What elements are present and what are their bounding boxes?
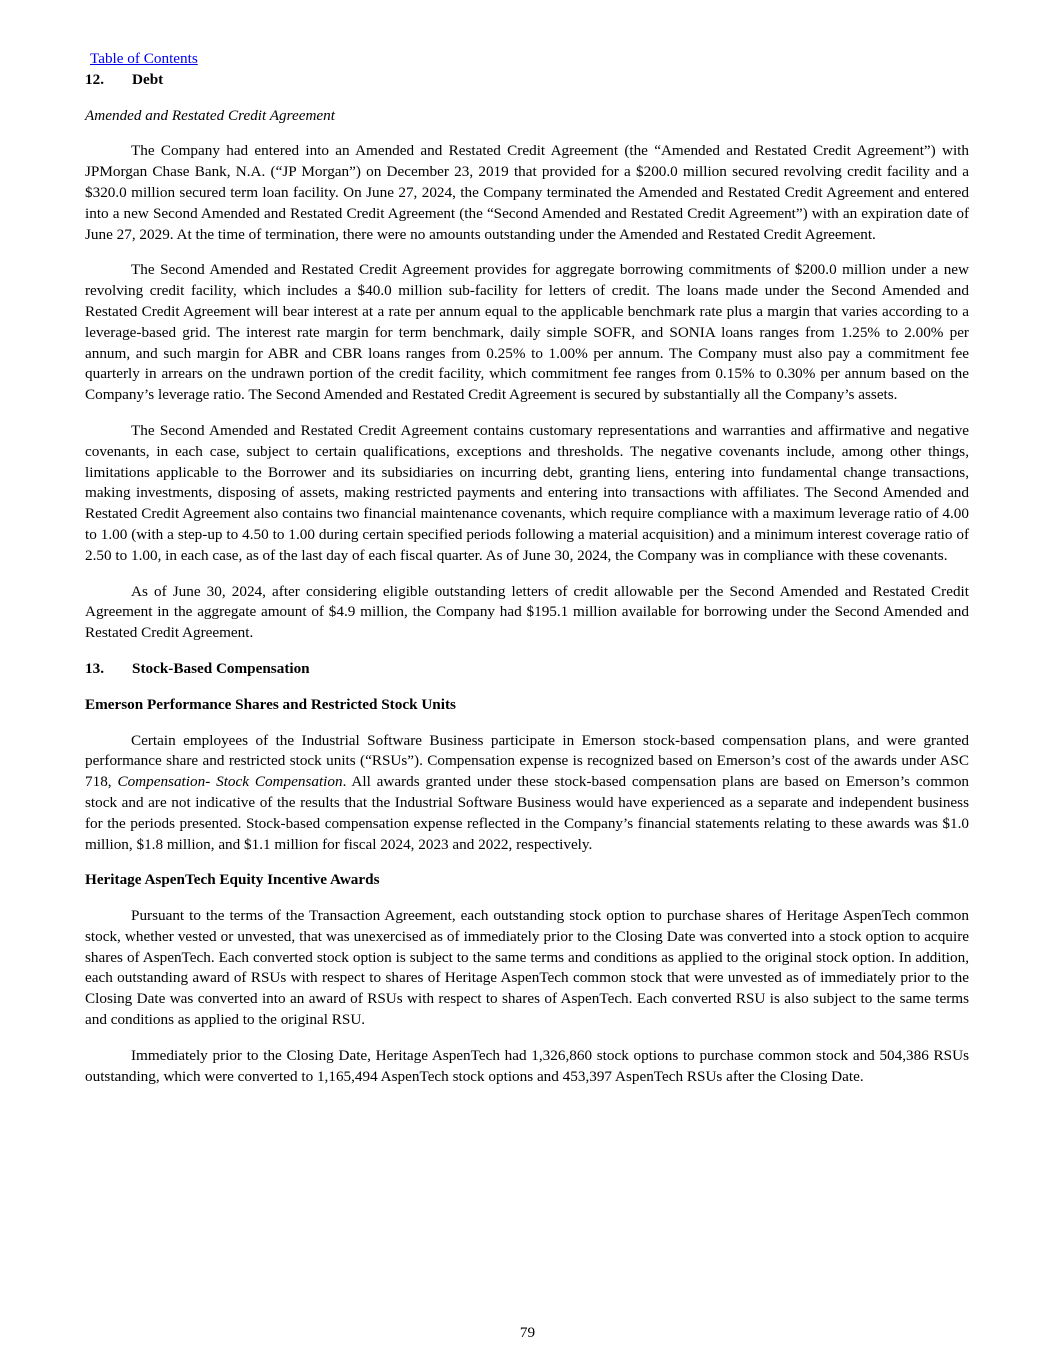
heritage-paragraph-1: Pursuant to the terms of the Transaction Agreement, each outstanding stock option to purchase shares of Heritage AspenTech common stock, whether vested or unvested, that was unexercised as of immediately prior to the Closing Date was converted into a stock option to acquire shares of AspenTech. Each converted stock option is subject to the same terms and conditions as applied to the original stock option. In addition, each outstanding award of RSUs with respect to shares of Heritage AspenTech common stock that were unvested as of immediately prior to the Closing Date was converted into an award of RSUs with respect to shares of AspenTech. Each converted RSU is also subject to the same terms and conditions as applied to the original RSU. xyxy=(85,907,969,1029)
heritage-subheading: Heritage AspenTech Equity Incentive Awards xyxy=(85,871,380,889)
section-12-title: Debt xyxy=(132,70,164,88)
heritage-paragraph-2: Immediately prior to the Closing Date, Heritage AspenTech had 1,326,860 stock options to purchase common stock and 504,386 RSUs outstanding, which were converted to 1,165,494 AspenTech stock options and 453,397 AspenTech RSUs after the Closing Date. xyxy=(85,1046,969,1085)
debt-paragraph-2: The Second Amended and Restated Credit Agreement provides for aggregate borrowing commitments of $200.0 million under a new revolving credit facility, which includes a $40.0 million sub-facility for letters of credit. The loans made under the Second Amended and Restated Credit Agreement will bear interest at a rate per annum equal to the applicable benchmark rate plus a margin that varies according to a leverage-based grid. The interest rate margin for term benchmark, daily simple SOFR, and SONIA loans ranges from 1.25% to 2.00% per annum, and such margin for ABR and CBR loans ranges from 0.25% to 1.00% per annum. The Company must also pay a commitment fee quarterly in arrears on the undrawn portion of the credit facility, which commitment fee ranges from 0.15% to 0.30% per annum based on the Company’s leverage ratio. The Second Amended and Restated Credit Agreement is secured by substantially all the Company’s assets. xyxy=(85,261,969,404)
section-12-heading xyxy=(85,70,969,91)
debt-paragraph-3: The Second Amended and Restated Credit Agreement contains customary representations and warranties and affirmative and negative covenants, in each case, subject to certain qualifications, exceptions and thresholds. The negative covenants include, among other things, limitations applicable to the Borrower and its subsidiaries on incurring debt, granting liens, entering into fundamental change transactions, making investments, disposing of assets, making restricted payments and entering into transactions with affiliates. The Second Amended and Restated Credit Agreement also contains two financial maintenance covenants, which require compliance with a maximum leverage ratio of 4.00 to 1.00 (with a step-up to 4.50 to 1.00 during certain specified periods following a material acquisition) and a minimum interest coverage ratio of 2.50 to 1.00, in each case, as of the last day of each fiscal quarter. As of June 30, 2024, the Company was in compliance with these covenants. xyxy=(85,421,969,564)
document-page xyxy=(85,49,969,1087)
section-13-heading xyxy=(85,659,969,680)
debt-paragraph-1: The Company had entered into an Amended and Restated Credit Agreement (the “Amended and Restated Credit Agreement”) with JPMorgan Chase Bank, N.A. (“JP Morgan”) on December 23, 2019 that provided for a $200.0 million secured revolving credit facility and a $320.0 million secured term loan facility. On June 27, 2024, the Company terminated the Amended and Restated Credit Agreement and entered into a new Second Amended and Restated Credit Agreement (the “Second Amended and Restated Credit Agreement”) with an expiration date of June 27, 2029. At the time of termination, there were no amounts outstanding under the Amended and Restated Credit Agreement. xyxy=(85,142,969,243)
emerson-paragraph-text-a: Certain employees of the Industrial Software Business participate in Emerson stock-based compensation plans, and were granted performance share and restricted stock units (“RSUs”). Compensation expense is recognized based on Emerson’s cost of the awards under ASC 718, xyxy=(85,731,969,791)
section-13-number: 13. xyxy=(85,659,104,677)
table-of-contents-link[interactable]: Table of Contents xyxy=(90,50,198,67)
credit-agreement-subheading: Amended and Restated Credit Agreement xyxy=(85,106,335,124)
debt-paragraph-4: As of June 30, 2024, after considering eligible outstanding letters of credit allowable per the Second Amended and Restated Credit Agreement in the aggregate amount of $4.9 million, the Company had $195.1 million available for borrowing under the Second Amended and Restated Credit Agreement. xyxy=(85,582,969,642)
emerson-paragraph-text-b: . All awards granted under these stock-based compensation plans are based on Emerson’s common stock and are not indicative of the results that the Industrial Software Business would have experienced as a separate and independent business for the periods presented. Stock-based compensation expense reflected in the Company’s financial statements relating to these awards was $1.0 million, $1.8 million, and $1.1 million for fiscal 2024, 2023 and 2022, respectively. xyxy=(85,773,970,853)
emerson-paragraph-italic: Compensation- Stock Compensation xyxy=(117,773,343,791)
page-number: 79 xyxy=(519,1324,536,1341)
emerson-subheading: Emerson Performance Shares and Restricted Stock Units xyxy=(85,695,456,713)
section-13-title: Stock-Based Compensation xyxy=(132,659,310,677)
section-12-number: 12. xyxy=(85,70,104,88)
emerson-paragraph xyxy=(85,731,969,856)
